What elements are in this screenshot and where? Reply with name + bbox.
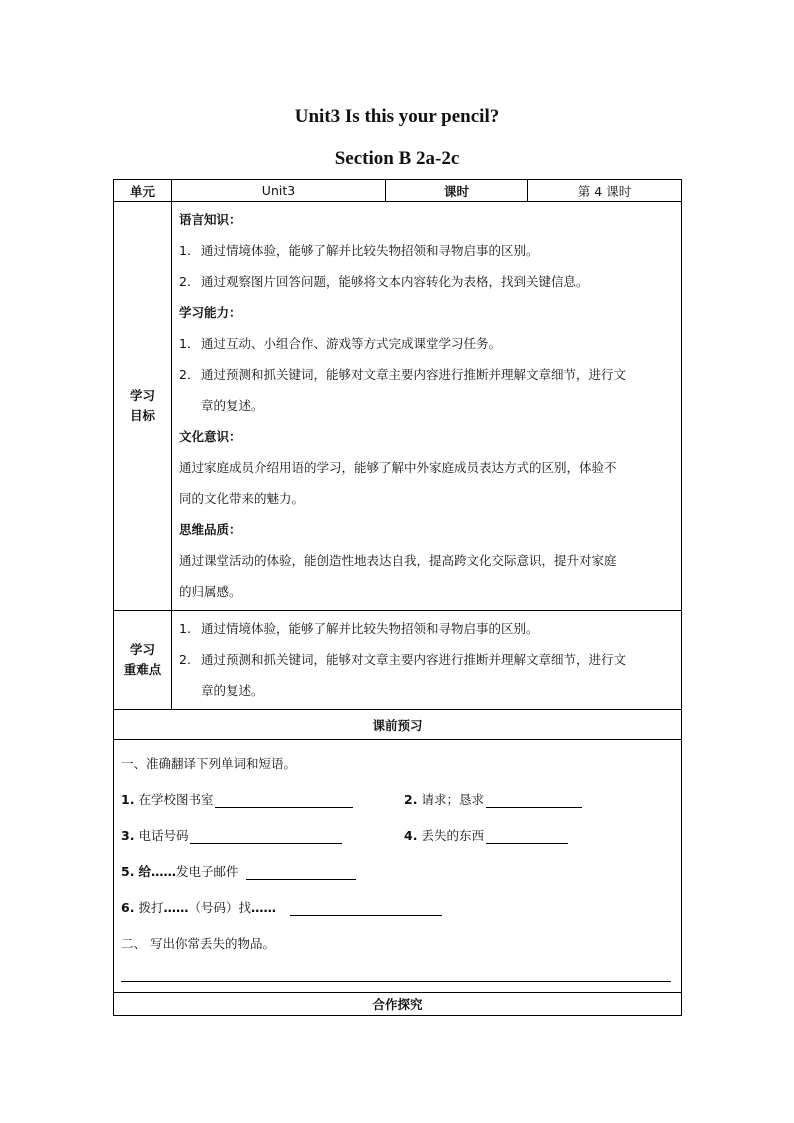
unit-label: 单元 xyxy=(114,180,172,202)
key-point-item: 2. 通过预测和抓关键词，能够对文章主要内容进行推断并理解文章细节，进行文 xyxy=(179,652,627,667)
answer-blank[interactable] xyxy=(290,901,442,916)
answer-blank[interactable] xyxy=(190,829,342,844)
lesson-plan-table xyxy=(113,179,682,1016)
preview-question-row: 6. 拨打……（号码）找…… xyxy=(121,890,675,926)
preview-question-row: 3. 电话号码 4. 丢失的东西 xyxy=(121,818,675,854)
culture-text: 通过家庭成员介绍用语的学习，能够了解中外家庭成员表达方式的区别，体验不 xyxy=(179,460,617,475)
key-point-item: 1. 通过情境体验，能够了解并比较失物招领和寻物启事的区别。 xyxy=(179,621,539,636)
answer-line[interactable] xyxy=(121,980,671,982)
preview-task-2: 二、 写出你常丢失的物品。 xyxy=(121,936,275,951)
objective-item: 1. 通过情境体验，能够了解并比较失物招领和寻物启事的区别。 xyxy=(179,243,539,258)
objectives-row xyxy=(114,202,682,611)
language-heading: 语言知识： xyxy=(179,212,242,227)
answer-blank[interactable] xyxy=(215,793,353,808)
page-subtitle: Section B 2a-2c xyxy=(334,148,460,169)
culture-text-continuation: 同的文化带来的魅力。 xyxy=(179,491,305,506)
thinking-heading: 思维品质： xyxy=(179,522,242,537)
key-points-label: 学习 重难点 xyxy=(114,611,172,710)
objective-item-continuation: 章的复述。 xyxy=(201,398,264,413)
key-points-row xyxy=(114,611,682,710)
objectives-content xyxy=(172,202,682,611)
unit-value: Unit3 xyxy=(172,180,386,202)
preview-content xyxy=(114,740,682,993)
preview-section-title: 课前预习 xyxy=(114,710,682,740)
cooperation-title-row xyxy=(114,993,682,1016)
answer-blank[interactable] xyxy=(486,829,568,844)
objective-item: 2. 通过观察图片回答问题，能够将文本内容转化为表格，找到关键信息。 xyxy=(179,274,589,289)
ability-heading: 学习能力： xyxy=(179,305,242,320)
preview-title-row xyxy=(114,710,682,740)
answer-blank[interactable] xyxy=(486,793,582,808)
objective-item: 2． 通过预测和抓关键词，能够对文章主要内容进行推断并理解文章细节，进行文 xyxy=(179,367,627,382)
thinking-text: 通过课堂活动的体验，能创造性地表达自我，提高跨文化交际意识，提升对家庭 xyxy=(179,553,617,568)
answer-blank[interactable] xyxy=(246,865,356,880)
preview-question-row: 5. 给……发电子邮件 xyxy=(121,854,675,890)
header-row xyxy=(114,180,682,202)
culture-heading: 文化意识： xyxy=(179,429,242,444)
thinking-text-continuation: 的归属感。 xyxy=(179,584,242,599)
key-point-item-continuation: 章的复述。 xyxy=(201,683,264,698)
objective-item: 1． 通过互动、小组合作、游戏等方式完成课堂学习任务。 xyxy=(179,336,502,351)
preview-row xyxy=(114,740,682,993)
preview-question-row: 1. 在学校图书室 2. 请求；恳求 xyxy=(121,782,675,818)
period-value: 第 4 课时 xyxy=(528,180,682,202)
period-label: 课时 xyxy=(386,180,528,202)
cooperation-section-title: 合作探究 xyxy=(114,993,682,1016)
key-points-content xyxy=(172,611,682,710)
preview-task-1: 一、准确翻译下列单词和短语。 xyxy=(121,756,297,771)
objectives-label: 学习 目标 xyxy=(114,202,172,611)
page-title: Unit3 Is this your pencil? xyxy=(294,106,500,127)
